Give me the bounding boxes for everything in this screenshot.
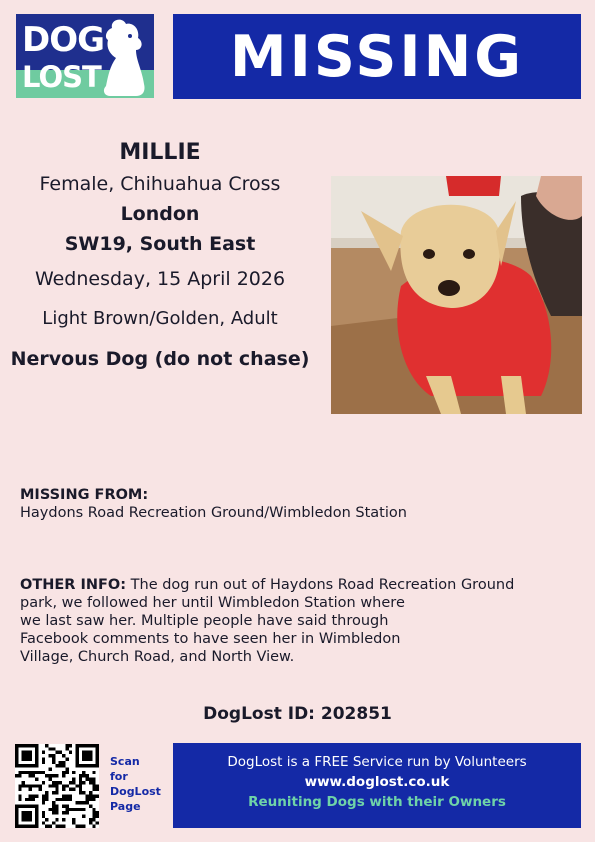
scan-instructions: [110, 754, 170, 814]
missing-from-section: [20, 486, 407, 522]
other-info-label: OTHER INFO:: [20, 577, 127, 593]
other-info-line: Village, Church Road, and North View.: [20, 649, 295, 665]
footer-tagline: Reuniting Dogs with their Owners: [248, 794, 506, 810]
other-info-line: The dog run out of Haydons Road Recreation Ground: [130, 577, 515, 593]
dog-region: SW19, South East: [64, 233, 256, 255]
logo-word-dog: DOG: [22, 20, 105, 60]
missing-banner: MISSING: [173, 14, 581, 99]
doglost-id: DogLost ID: 202851: [203, 704, 392, 724]
dog-photo: [331, 176, 582, 414]
scan-line: Page: [110, 800, 141, 813]
dog-details: [0, 137, 320, 379]
scan-line: for: [110, 770, 128, 783]
dog-silhouette-icon: [92, 18, 150, 98]
dog-city: London: [120, 203, 200, 225]
other-info-line: park, we followed her until Wimbledon Station where: [20, 595, 405, 611]
other-info-section: [20, 576, 580, 666]
dog-warning: Nervous Dog (do not chase): [10, 348, 310, 370]
other-info-line: we last saw her. Multiple people have said through: [20, 613, 389, 629]
other-info-line: Facebook comments to have seen her in Wimbledon: [20, 631, 401, 647]
footer-volunteers: DogLost is a FREE Service run by Volunteers: [227, 754, 527, 770]
dog-colour-age: Light Brown/Golden, Adult: [42, 308, 278, 329]
missing-from-label: MISSING FROM:: [20, 487, 149, 503]
logo-word-lost: LOST: [22, 60, 101, 94]
footer-website-link[interactable]: www.doglost.co.uk: [304, 774, 450, 790]
scan-line: Scan: [110, 755, 140, 768]
missing-date: Wednesday, 15 April 2026: [34, 268, 286, 290]
scan-line: DogLost: [110, 785, 161, 798]
doglost-logo: [16, 14, 154, 98]
missing-from-value: Haydons Road Recreation Ground/Wimbledon Station: [20, 505, 407, 521]
footer-banner: [173, 743, 581, 828]
dog-name: MILLIE: [119, 140, 201, 165]
qr-code[interactable]: [15, 744, 99, 828]
dog-sex-breed: Female, Chihuahua Cross: [39, 173, 281, 195]
